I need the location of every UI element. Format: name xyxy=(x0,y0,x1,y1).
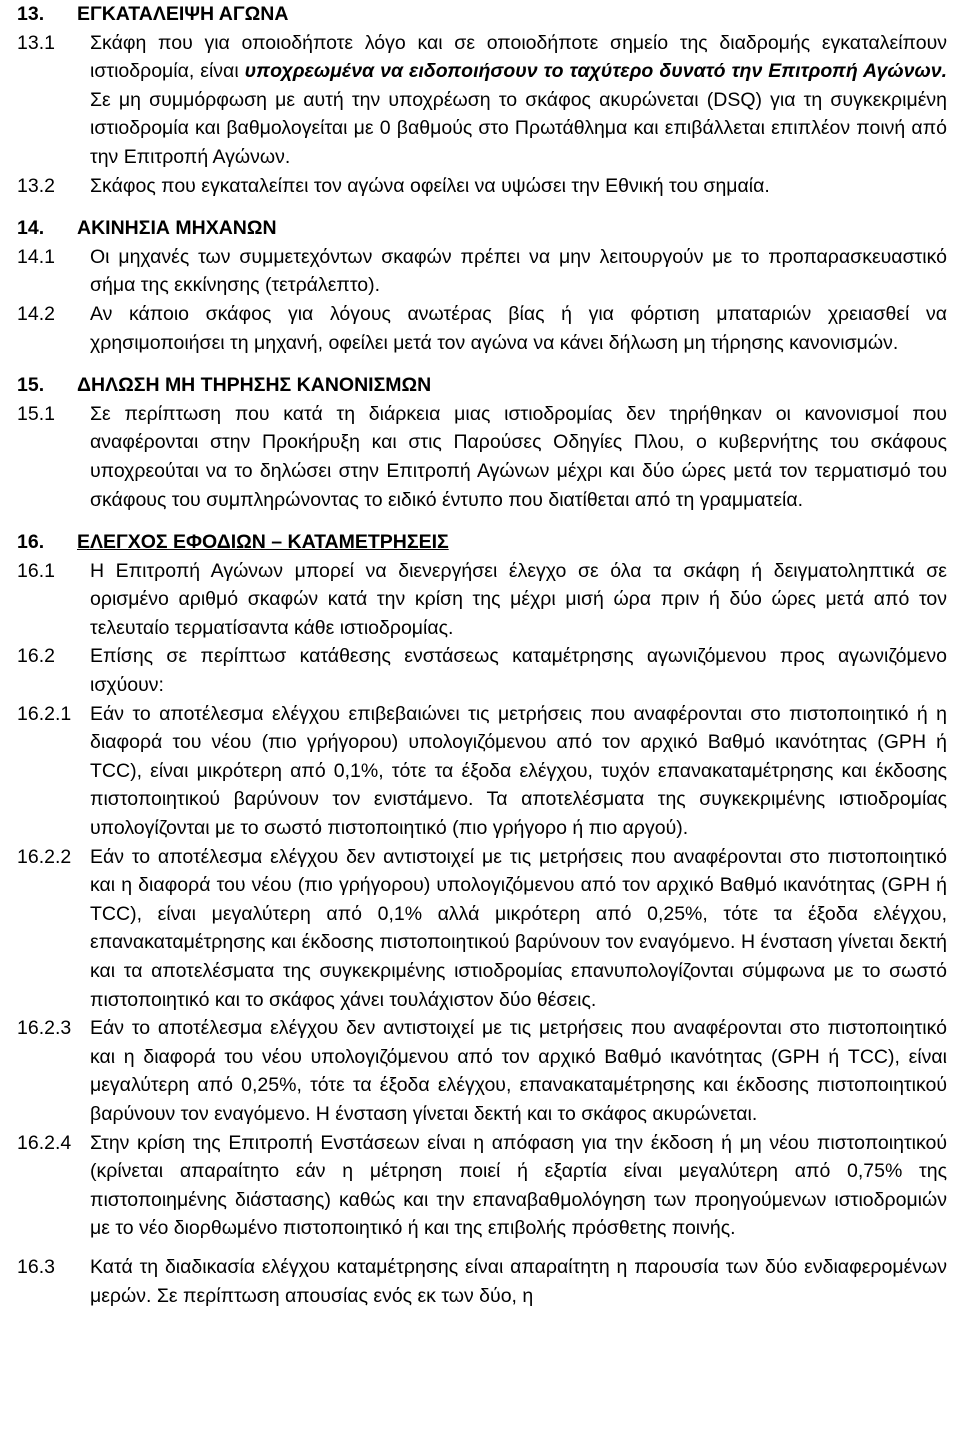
clause-text: Η Επιτροπή Αγώνων μπορεί να διενεργήσει έλεγχο σε όλα τα σκάφη ή δειγματοληπτικά σε ορισμένο αριθμό σκαφών κατά την κρίση της μέχρι μισή ώρα πριν ή δύο ώρες μετά από τον τελευταίο τερματίσαντα κάθε ιστιοδρομίας. xyxy=(90,559,947,639)
clause-14-1 xyxy=(17,243,947,300)
clause-number: 14.1 xyxy=(17,245,55,268)
spacer xyxy=(17,200,947,214)
clause-16-2-4 xyxy=(17,1129,947,1243)
section-title: ΔΗΛΩΣΗ ΜΗ ΤΗΡΗΣΗΣ ΚΑΝΟΝΙΣΜΩΝ xyxy=(77,374,432,397)
clause-16-1 xyxy=(17,557,947,643)
section-14-heading xyxy=(17,214,947,243)
clause-14-2 xyxy=(17,300,947,357)
clause-number: 14.2 xyxy=(17,302,55,325)
clause-number: 13.2 xyxy=(17,174,55,197)
clause-number: 16.3 xyxy=(17,1255,55,1278)
clause-text: Αν κάποιο σκάφος για λόγους ανωτέρας βίας ή για φόρτιση μπαταριών χρειασθεί να χρησιμοποιήσει τη μηχανή, οφείλει μετά τον αγώνα να κάνει δήλωση μη τήρησης κανονισμών. xyxy=(90,302,947,354)
section-number: 13. xyxy=(17,3,45,25)
clause-16-3 xyxy=(17,1253,947,1310)
clause-text: Επίσης σε περίπτωσ κατάθεσης ενστάσεως καταμέτρησης αγωνιζόμενου προς αγωνιζόμενο ισχύουν: xyxy=(90,645,947,697)
clause-number: 15.1 xyxy=(17,402,55,425)
clause-13-1 xyxy=(17,29,947,172)
section-15-heading xyxy=(17,371,947,400)
clause-16-2-2 xyxy=(17,843,947,1015)
section-title: ΕΓΚΑΤΑΛΕΙΨΗ ΑΓΩΝΑ xyxy=(77,3,289,25)
clause-text xyxy=(90,29,947,172)
clause-number: 16.2.4 xyxy=(17,1131,72,1154)
clause-16-2-1 xyxy=(17,700,947,843)
clause-number: 16.2 xyxy=(17,645,55,668)
clause-text: Κατά τη διαδικασία ελέγχου καταμέτρησης είναι απαραίτητη η παρουσία των δύο ενδιαφερομένων μερών. Σε περίπτωση απουσίας ενός εκ των δύο, η xyxy=(90,1255,947,1307)
clause-number: 16.2.1 xyxy=(17,702,72,725)
section-number: 14. xyxy=(17,217,45,240)
spacer xyxy=(17,357,947,371)
section-title: ΑΚΙΝΗΣΙΑ ΜΗΧΑΝΩΝ xyxy=(77,217,277,240)
clause-text: Εάν το αποτέλεσμα ελέγχου δεν αντιστοιχεί με τις μετρήσεις που αναφέρονται στο πιστοποιητικό και η διαφορά του νέου (πιο γρήγορου) υπολογιζόμενου από τον αρχικό Βαθμό ικανότητας (GPH ή TCC), είναι μεγαλύτερη από 0,1% αλλά μικρότερη από 0,25%, τότε τα έξοδα ελέγχου, επανακαταμέτρησης και έκδοσης πιστοποιητικού βαρύνουν τον εναγόμενο. Η ένσταση γίνεται δεκτή και τα αποτελέσματα της συγκεκριμένης ιστιοδρομίας επανυπολογίζονται σύμφωνα με το σωστό πιστοποιητικό και το σκάφος χάνει τουλάχιστον δύο θέσεις. xyxy=(90,845,947,1011)
section-number: 15. xyxy=(17,374,45,397)
clause-text: Σε περίπτωση που κατά τη διάρκεια μιας ιστιοδρομίας δεν τηρήθηκαν οι κανονισμοί που αναφέρονται στην Προκήρυξη και στις Παρούσες Οδηγίες Πλου, ο κυβερνήτης του σκάφους υποχρεούται να το δηλώσει στην Επιτροπή Αγώνων μέχρι και δύο ώρες μετά τον τερματισμό του σκάφους του συμπληρώνοντας το ειδικό έντυπο που διατίθεται από τη γραμματεία. xyxy=(90,402,947,511)
clause-text-part: Σε μη συμμόρφωση με αυτή την υποχρέωση το σκάφος ακυρώνεται (DSQ) για τη συγκεκριμένη ιστιοδρομία και βαθμολογείται με 0 βαθμούς στο Πρωτάθλημα και επιβάλλεται επιπλέον ποινή από την Επιτροπή Αγώνων. xyxy=(90,88,947,168)
clause-emphasis: υποχρεωμένα να ειδοποιήσουν το ταχύτερο δυνατό την Επιτροπή Αγώνων. xyxy=(244,60,948,83)
section-number: 16. xyxy=(17,531,45,554)
clause-text-part: Σκάφη που για οποιοδήποτε λόγο και σε οποιοδήποτε σημείο της διαδρομής εγκαταλείπουν ιστιοδρομία, είναι xyxy=(90,31,947,83)
clause-text: Εάν το αποτέλεσμα ελέγχου επιβεβαιώνει τις μετρήσεις που αναφέρονται στο πιστοποιητικό ή η διαφορά του νέου (πιο γρήγορου) υπολογιζόμενου από τον αρχικό Βαθμό ικανότητας (GPH ή TCC), είναι μικρότερη από 0,1%, τότε τα έξοδα ελέγχου, τυχόν επανακαταμέτρησης και έκδοσης πιστοποιητικού βαρύνουν τον ενιστάμενο. Τα αποτελέσματα της συγκεκριμένης ιστιοδρομίας υπολογίζονται με το σωστό πιστοποιητικό (πιο γρήγορο ή πιο αργού). xyxy=(90,702,947,840)
clause-number: 13.1 xyxy=(17,31,55,54)
clause-text: Οι μηχανές των συμμετεχόντων σκαφών πρέπει να μην λειτουργούν με το προπαρασκευαστικό σήμα της εκκίνησης (τετράλεπτο). xyxy=(90,245,947,297)
clause-15-1 xyxy=(17,400,947,514)
clause-text: Στην κρίση της Επιτροπή Ενστάσεων είναι η απόφαση για την έκδοση ή μη νέου πιστοποιητικού (κρίνεται απαραίτητο εάν η μέτρηση ποιεί ή εξαρτία είναι μεγαλύτερη από 0,75% της πιστοποιημένης διάστασης) καθώς και την επαναβαθμολόγηση των προηγούμενων ιστιοδρομιών με το νέο διορθωμένο πιστοποιητικό ή και της επιβολής πρόσθετης ποινής. xyxy=(90,1131,947,1240)
clause-13-2 xyxy=(17,172,947,201)
clause-number: 16.1 xyxy=(17,559,55,582)
document-page xyxy=(17,0,947,1310)
section-16-heading xyxy=(17,528,947,557)
clause-16-2 xyxy=(17,642,947,699)
spacer xyxy=(17,1243,947,1253)
section-title: ΕΛΕΓΧΟΣ ΕΦΟΔΙΩΝ – ΚΑΤΑΜΕΤΡΗΣΕΙΣ xyxy=(77,531,449,554)
clause-number: 16.2.2 xyxy=(17,845,72,868)
spacer xyxy=(17,514,947,528)
section-13-heading xyxy=(17,0,947,29)
clause-text: Σκάφος που εγκαταλείπει τον αγώνα οφείλει να υψώσει την Εθνική του σημαία. xyxy=(90,174,770,197)
clause-16-2-3 xyxy=(17,1014,947,1128)
clause-number: 16.2.3 xyxy=(17,1017,72,1040)
clause-text: Εάν το αποτέλεσμα ελέγχου δεν αντιστοιχεί με τις μετρήσεις που αναφέρονται στο πιστοποιητικό και η διαφορά του νέου υπολογιζόμενου από τον αρχικό Βαθμό ικανότητας (GPH ή TCC), είναι μεγαλύτερη από 0,25%, τότε τα έξοδα ελέγχου, επανακαταμέτρησης και έκδοσης πιστοποιητικού βαρύνουν τον εναγόμενο. Η ένσταση γίνεται δεκτή και το σκάφος ακυρώνεται. xyxy=(90,1017,947,1125)
